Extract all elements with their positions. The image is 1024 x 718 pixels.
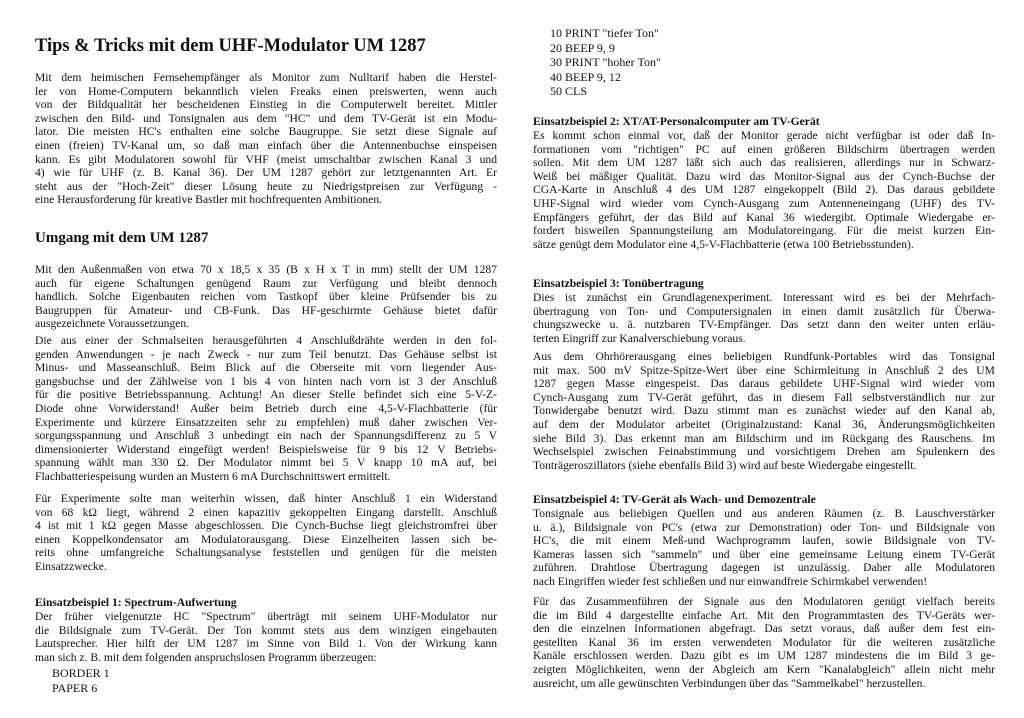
- text-line: dimensionierter Widerstand eingefügt werden! Beispielsweise für 9 bis 12 V Betriebs-: [35, 442, 497, 456]
- text-line: ausgezeichnete Voraussetzungen.: [35, 317, 190, 331]
- article-title: Tips & Tricks mit dem UHF-Modulator UM 1287: [35, 36, 426, 56]
- example-3-text-2: [533, 350, 995, 472]
- text-line: Aus dem Ohrhörerausgang eines beliebigen Rundfunk-Portables wird das Tonsignal: [533, 350, 995, 363]
- example-1-text: [35, 610, 497, 664]
- text-line: Wechselspiel zwischen Feinabstimmung und vorsichtigem Drehen am Spulenkern des: [533, 445, 995, 459]
- text-line: steht aus der "Hoch-Zeit" dieser Lösung heute zu Niedrigstpreisen zur Verfügung -: [35, 179, 497, 193]
- section-heading: Umgang mit dem UM 1287: [35, 230, 209, 246]
- example-2-heading: Einsatzbeispiel 2: XT/AT-Personalcomputer am TV-Gerät: [533, 115, 820, 128]
- text-line: Mit dem heimischen Fernsehempfänger als Monitor zum Nulltarif haben die Herstel-: [35, 71, 497, 84]
- text-line: den die einzelnen Informationen abgefragt. Das setzt voraus, daß außer dem fest ein-: [533, 622, 995, 636]
- text-line: Lautsprecher. Hier hilft der UM 1287 im Sinne von Bild 1. Von der Wirkung kann: [35, 637, 497, 651]
- text-line: für die positive Betriebsspannung. Achtung! An dieser Stelle befindet sich eine 5-V-Z-: [35, 388, 497, 402]
- example-4-heading: Einsatzbeispiel 4: TV-Gerät als Wach- und Demozentrale: [533, 493, 816, 506]
- text-line: Kanäle erschlossen werden. Dazu gibt es im UM 1287 mindestens die im Bild 3 ge-: [533, 649, 995, 663]
- text-line: CGA-Karte in Anschluß 4 des UM 1287 eingekoppelt (Bild 2). Das daraus gebildete: [533, 183, 995, 197]
- example-4-text-1: [533, 507, 995, 589]
- text-line: siehe Bild 3). Das erkennt man am Bildschirm und im Rückgang des Rauschens. Im: [533, 431, 995, 445]
- text-line: übertragung von Ton- und Computersignalen in einen damit zusätzlich für Überwa-: [533, 304, 995, 318]
- umgang-paragraph-3: [35, 492, 497, 574]
- text-line: zwischen den Bild- und Tonsignalen aus dem "HC" und dem TV-Gerät ist ein Modu-: [35, 111, 497, 125]
- text-line: von 68 kΩ liegt, während 2 einen kapazitiv gekoppelten Eingang darstellt. Anschluß: [35, 505, 497, 519]
- code-line: 40 BEEP 9, 12: [550, 69, 621, 84]
- text-line: Weiß bei mäßiger Qualität. Dazu wird das Monitor-Signal aus der Cynch-Buchse der: [533, 169, 995, 183]
- text-line: Diode ohne Vorwiderstand! Außer beim Betrieb durch eine 4,5-V-Flachbatterie (für: [35, 401, 497, 415]
- text-line: terten Eingriff zur Kanalverschiebung voraus.: [533, 331, 746, 345]
- text-line: sorgungsspannung und Anschluß 3 unbedingt ein nach der Spannungsdifferenz zu 5 V: [35, 429, 497, 443]
- text-line: Flachbatteriespeisung wurden an Mustern 6 mA Durchschnittswert ermittelt.: [35, 469, 391, 483]
- text-line: 4) wie für UHF (z. B. Kanal 36). Der UM 1287 gehört zur letztgenannten Art. Er: [35, 166, 497, 180]
- code-line: 10 PRINT "tiefer Ton": [550, 26, 659, 40]
- example-3-heading: Einsatzbeispiel 3: Tonübertragung: [533, 277, 704, 290]
- text-line: Cynch-Ausgang zum TV-Gerät geführt, das in diesem Fall selbstverständlich nur zur: [533, 390, 995, 404]
- text-line: sollen. Mit dem UM 1287 läßt sich auch das realisieren, allerdings nur in Schwarz-: [533, 156, 995, 170]
- text-line: sätze genügt dem Modulator eine 4,5-V-Flachbatterie (etwa 100 Betriebsstunden).: [533, 237, 914, 251]
- text-line: nach Eingriffen wieder fest schließen und nur einwandfreie Schirmkabel verwenden!: [533, 574, 928, 588]
- example-4-text-2: [533, 595, 995, 690]
- text-line: lator. Die meisten HC's enthalten eine solche Baugruppe. Sie setzt diese Signale auf: [35, 125, 497, 139]
- text-line: Tonträgeroszillators (siehe ebenfalls Bild 3) wird auf beste Wiedergabe eingestellt.: [533, 458, 917, 472]
- text-line: einen Koppelkondensator am Modulatorausgang. Diese Einzelheiten lassen sich be-: [35, 532, 497, 546]
- text-line: UHF-Signal wird wieder vom Cynch-Ausgang zum Antenneneingang (UHF) des TV-: [533, 196, 995, 210]
- text-line: Dies ist zunächst ein Grundlagenexperiment. Interessant wird es bei der Mehrfach-: [533, 291, 995, 304]
- umgang-paragraph-1: [35, 263, 497, 331]
- text-line: spannung wählt man 330 Ω. Der Modulator nimmt bei 5 V knapp 10 mA auf, bei: [35, 456, 497, 470]
- text-line: gestellten Kanal 36 im ersten verwendeten Modulator für die weiteren zusätzliche: [533, 635, 995, 649]
- umgang-paragraph-2: [35, 334, 497, 484]
- text-line: Die aus einer der Schmalseiten herausgeführten 4 Anschlußdrähte werden in den fol-: [35, 334, 497, 347]
- text-line: ausreicht, um alle gewünschten Verbindungen über das "Sammelkabel" herzustellen.: [533, 676, 926, 690]
- code-line: BORDER 1: [52, 666, 110, 680]
- text-line: Mit den Außenmaßen von etwa 70 x 18,5 x 35 (B x H x T in mm) stellt der UM 1287: [35, 263, 497, 276]
- text-line: reits ohne umfangreiche Schaltungsanalyse feststellen und genügen für die meisten: [35, 546, 497, 560]
- text-line: Für Experimente solte man weiterhin wissen, daß hinter Anschluß 1 ein Widerstand: [35, 492, 497, 505]
- text-line: Es kommt schon einmal vor, daß der Monitor gerade nicht verfügbar ist oder daß In-: [533, 129, 995, 142]
- text-line: genden Anwendungen - je nach Zweck - nur zum Teil benutzt. Das Gehäuse selbst ist: [35, 347, 497, 361]
- example-1-heading: Einsatzbeispiel 1: Spectrum-Aufwertung: [35, 596, 237, 609]
- text-line: Baugruppen für Amateur- und CB-Funk. Das HF-geschirmte Gehäuse bietet dafür: [35, 303, 497, 317]
- text-line: Der früher vielgenutzte HC "Spectrum" überträgt mit seinem UHF-Modulator nur: [35, 610, 497, 623]
- text-line: 1287 gegen Masse eingespeist. Das daraus gebildete UHF-Signal wird wieder vom: [533, 377, 995, 391]
- example-2-text: [533, 129, 995, 251]
- text-line: auch für eigene Schaltungen genügend Raum zur Verfügung und bleibt dennoch: [35, 276, 497, 290]
- text-line: chungszwecke u. ä. nutzbaren TV-Empfänger. Das setzt dann den weiter unten erläu-: [533, 318, 995, 332]
- example-3-text-1: [533, 291, 995, 345]
- code-line: 20 BEEP 9, 9: [550, 40, 615, 55]
- text-line: gangsbuchse und der Zählweise von 1 bis 4 von hinten nach vorn ist 3 der Anschluß: [35, 374, 497, 388]
- intro-paragraph: [35, 71, 497, 207]
- text-line: Minus- und Masseanschluß. Beim Blick auf die Oberseite mit vorn liegender Aus-: [35, 361, 497, 375]
- text-line: kann. Es gibt Modulatoren sowohl für VHF (meist umschaltbar zwischen Kanal 3 und: [35, 152, 497, 166]
- code-listing-right: [550, 26, 661, 99]
- text-line: fordert bisweilen Spannungsteilung am Modulatoreingang. Für die meist kurzen Ein-: [533, 224, 995, 238]
- text-line: die im Bild 4 dargestellte einfache Art. Mit den Programmtasten des TV-Geräts wer-: [533, 608, 995, 622]
- text-line: die Bildsignale zum TV-Gerät. Der Ton kommt stets aus dem winzigen eingebauten: [35, 623, 497, 637]
- text-line: Experimente und kürzere Einsatzzeiten sehr zu empfehlen) muß daher zwischen Ver-: [35, 415, 497, 429]
- text-line: einen (freien) TV-Kanal um, so daß man einfach über die Antennenbuchse einspeisen: [35, 138, 497, 152]
- text-line: handlich. Solche Eigenbauten reichen vom Tastkopf über kleine Prüfsender bis zu: [35, 290, 497, 304]
- text-line: Tonsignale aus beliebigen Quellen und aus anderen Räumen (z. B. Lauschverstärker: [533, 507, 995, 520]
- text-line: 4 ist mit 1 kΩ gegen Masse abgeschlossen. Die Cynch-Buchse liegt gleichstromfrei über: [35, 519, 497, 533]
- text-line: zuführen. Drahtlose Übertragung dagegen ist unzulässig. Daher alle Modulatoren: [533, 561, 995, 575]
- code-listing-left: [52, 666, 110, 695]
- text-line: auf dem der Modulator arbeitet (Originalzustand: Kanal 36, Änderungsmöglichkeiten: [533, 417, 995, 431]
- text-line: von der Bildqualität her bescheidenen Einstieg in die Computerwelt bereitet. Mittler: [35, 98, 497, 112]
- text-line: Einsatzzwecke.: [35, 559, 107, 573]
- text-line: Für das Zusammenführen der Signale aus den Modulatoren genügt vielfach bereits: [533, 595, 995, 608]
- text-line: Tonwidergabe benutzt wird. Dazu stimmt man es zunächst wieder auf den Kanal ab,: [533, 404, 995, 418]
- text-line: mit max. 500 mV Spitze-Spitze-Wert über eine Schirmleitung in Anschluß 2 des UM: [533, 363, 995, 377]
- text-line: u. ä.), Bildsignale von PC's (etwa zur Demonstration) oder Ton- und Bildsignale von: [533, 520, 995, 534]
- text-line: Empfängers geführt, der das Bild auf Kanal 36 wiedergibt. Optimale Wiedergabe er-: [533, 210, 995, 224]
- code-line: 50 CLS: [550, 84, 588, 98]
- text-line: HC's, die mit einem Meß-und Wachprogramm laufen, sowie Bildsignale von TV-: [533, 534, 995, 548]
- text-line: eine Herausforderung für kreative Bastler mit hochfrequenten Ambitionen.: [35, 193, 383, 207]
- text-line: man sich z. B. mit dem folgenden anspruchslosen Programm überzeugen:: [35, 650, 377, 664]
- code-line: PAPER 6: [52, 680, 98, 695]
- text-line: formationen vom "richtigen" PC auf einen größeren Bildschirm übertragen werden: [533, 142, 995, 156]
- text-line: Kameras lassen sich "sammeln" und über eine gemeinsame Leitung einem TV-Gerät: [533, 547, 995, 561]
- code-line: 30 PRINT "hoher Ton": [550, 55, 661, 69]
- text-line: zeigten Möglichkeiten, wenn der Abgleich am Kern "Kanalabgleich" allein nicht mehr: [533, 662, 995, 676]
- text-line: ler von Home-Computern bekanntlich vielen Freaks einen preiswerten, wenn auch: [35, 84, 497, 98]
